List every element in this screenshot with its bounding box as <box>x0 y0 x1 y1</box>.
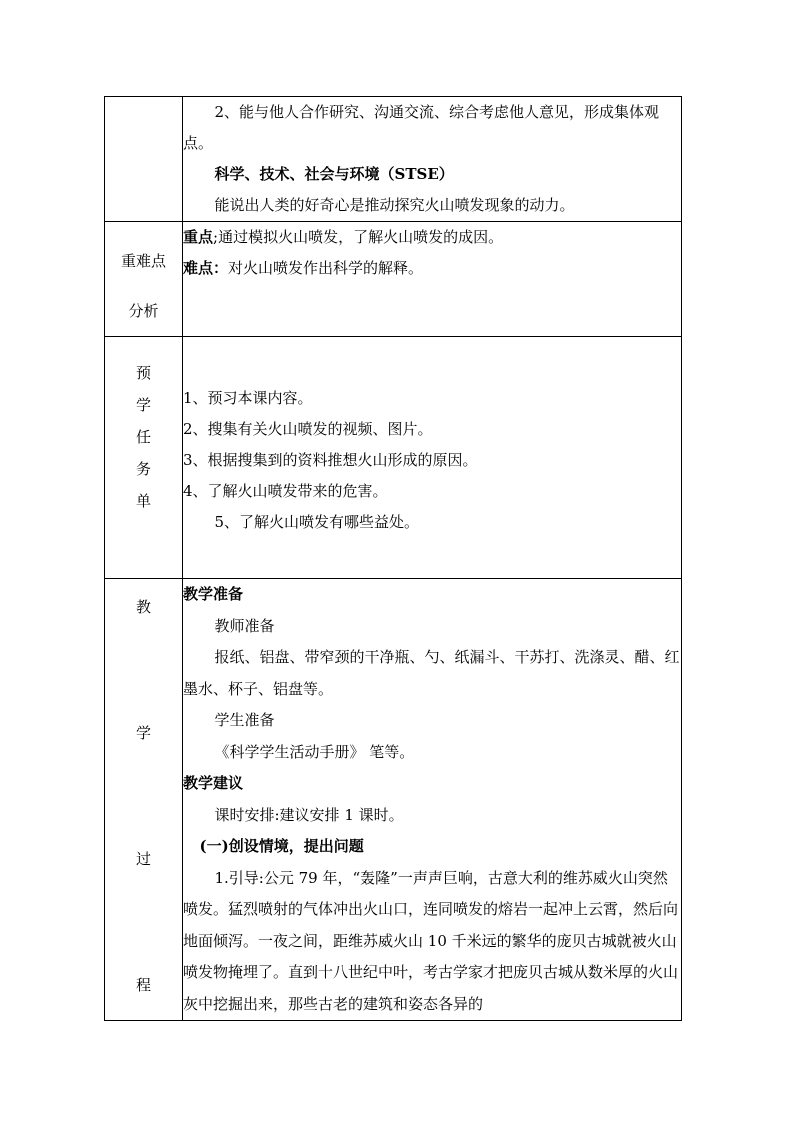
process-label-cell <box>105 579 183 1021</box>
teaching-suggestion-heading: 教学建议 <box>183 774 244 792</box>
goals-row <box>105 97 682 222</box>
key-points-label-line1: 重难点 <box>120 252 166 270</box>
preview-content-cell <box>183 337 682 579</box>
stse-heading: 科学、技术、社会与环境（STSE） <box>214 165 454 183</box>
key-points-row <box>105 222 682 337</box>
preview-item: 4、了解火山喷发带来的危害。 <box>183 482 388 500</box>
student-prep-items: 《科学学生活动手册》 笔等。 <box>214 742 415 761</box>
goals-label-cell <box>105 97 183 222</box>
preview-label-cell <box>105 337 183 579</box>
process-label-char: 程 <box>135 976 151 994</box>
schedule-text: 课时安排:建议安排 1 课时。 <box>214 805 404 824</box>
key-points-content-cell <box>183 222 682 337</box>
teaching-prep-heading: 教学准备 <box>183 585 244 603</box>
lesson-plan-table <box>104 96 682 1021</box>
preview-label-char: 任 <box>135 428 151 446</box>
key-points-label-line2: 分析 <box>128 302 159 320</box>
difficulty-text: 对火山喷发作出科学的解释。 <box>228 259 424 277</box>
difficulty-label: 难点： <box>183 259 229 277</box>
process-label-char: 学 <box>135 724 151 742</box>
process-content-cell <box>183 579 682 1021</box>
preview-row <box>105 337 682 579</box>
preview-label-char: 单 <box>135 492 151 510</box>
process-label-char: 过 <box>135 850 151 868</box>
difficulty-point <box>183 253 681 284</box>
preview-item: 2、搜集有关火山喷发的视频、图片。 <box>183 420 433 438</box>
preview-item: 5、了解火山喷发有哪些益处。 <box>214 513 420 531</box>
stse-text: 能说出人类的好奇心是推动探究火山喷发现象的动力。 <box>214 196 575 214</box>
section1-heading: (一)创设情境，提出问题 <box>199 837 364 855</box>
preview-label-char: 预 <box>135 364 151 382</box>
teacher-prep-items: 报纸、铝盘、带窄颈的干净瓶、勺、纸漏斗、干苏打、洗涤灵、醋、红墨水、杯子、铝盘等。 <box>183 648 680 698</box>
focus-label: 重点 <box>183 228 214 246</box>
process-row <box>105 579 682 1021</box>
preview-item: 3、根据搜集到的资料推想火山形成的原因。 <box>183 451 478 469</box>
teacher-prep-title: 教师准备 <box>214 616 275 635</box>
preview-label-char: 学 <box>135 396 151 414</box>
goal-item-2: 2、能与他人合作研究、沟通交流、综合考虑他人意见，形成集体观点。 <box>183 103 660 152</box>
focus-text: ;通过模拟火山喷发，了解火山喷发的成因。 <box>213 228 504 246</box>
intro-paragraph: 1.引导:公元 79 年，“轰隆”一声声巨响，古意大利的维苏威火山突然喷发。猛烈喷射的气体冲出火山口，连同喷发的熔岩一起冲上云霄，然后向地面倾泻。一夜之间，距维苏威火山 10 千米远的繁华的庞贝古城就被火山喷发物掩埋了。直到十八世纪中叶，考古学家才把庞贝古城从数米厚的火山灰中挖掘出来，那些古老的建筑和姿态各异的 <box>183 868 679 1013</box>
focus-point <box>183 222 681 253</box>
preview-label-char: 务 <box>135 460 151 478</box>
student-prep-title: 学生准备 <box>214 711 275 729</box>
goals-content-cell <box>183 97 682 222</box>
preview-item: 1、预习本课内容。 <box>183 389 313 407</box>
key-points-label-cell <box>105 222 183 337</box>
process-label-char: 教 <box>135 598 151 616</box>
